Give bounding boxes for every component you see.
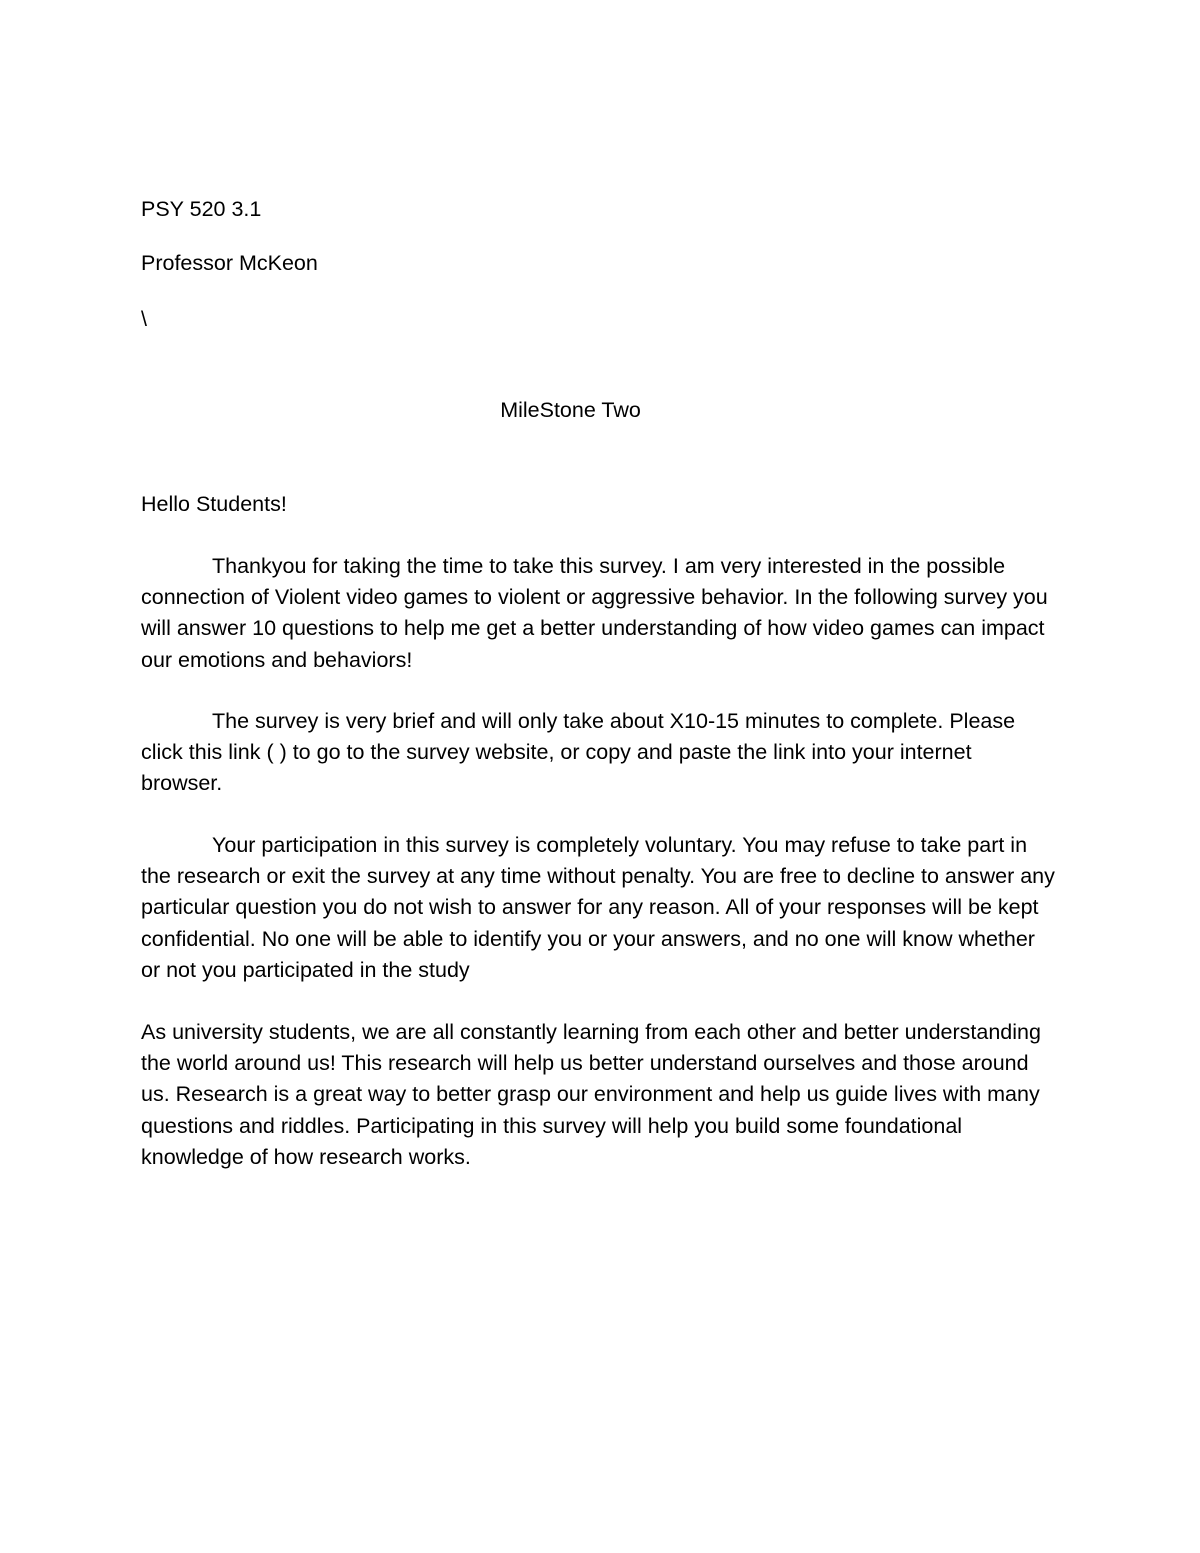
paragraph-voluntary-participation: Your participation in this survey is completely voluntary. You may refuse to take part in the research or exit the survey at any time without penalty. You are free to decline to answer any particular question you do not wish to answer for any reason. All of your responses will be kept confidential. No one will be able to identify you or your answers, and no one will know whether or not you participated in the study (141, 833, 1055, 982)
paragraph-research-value: As university students, we are all constantly learning from each other and better understanding the world around us! This research will help us better understand ourselves and those around us. Research is a great way to better grasp our environment and help us guide lives with many questions and riddles. Participating in this survey will help you build some foundational knowledge of how research works. (141, 1020, 1041, 1169)
document-title: MileStone Two (500, 398, 641, 422)
paragraph-survey-link: The survey is very brief and will only take about X10-15 minutes to complete. Please click this link ( ) to go to the survey website, or copy and paste the link into your internet browser. (141, 709, 1016, 796)
stray-backslash: \ (141, 307, 147, 331)
course-heading: PSY 520 3.1 (141, 197, 262, 221)
paragraph-introduction: Thankyou for taking the time to take this survey. I am very interested in the possible connection of Violent video games to violent or aggressive behavior. In the following survey you will answer 10 questions to help me get a better understanding of how video games can impact our emotions and behaviors! (141, 554, 1048, 672)
professor-name: Professor McKeon (141, 251, 318, 275)
greeting: Hello Students! (141, 492, 287, 516)
